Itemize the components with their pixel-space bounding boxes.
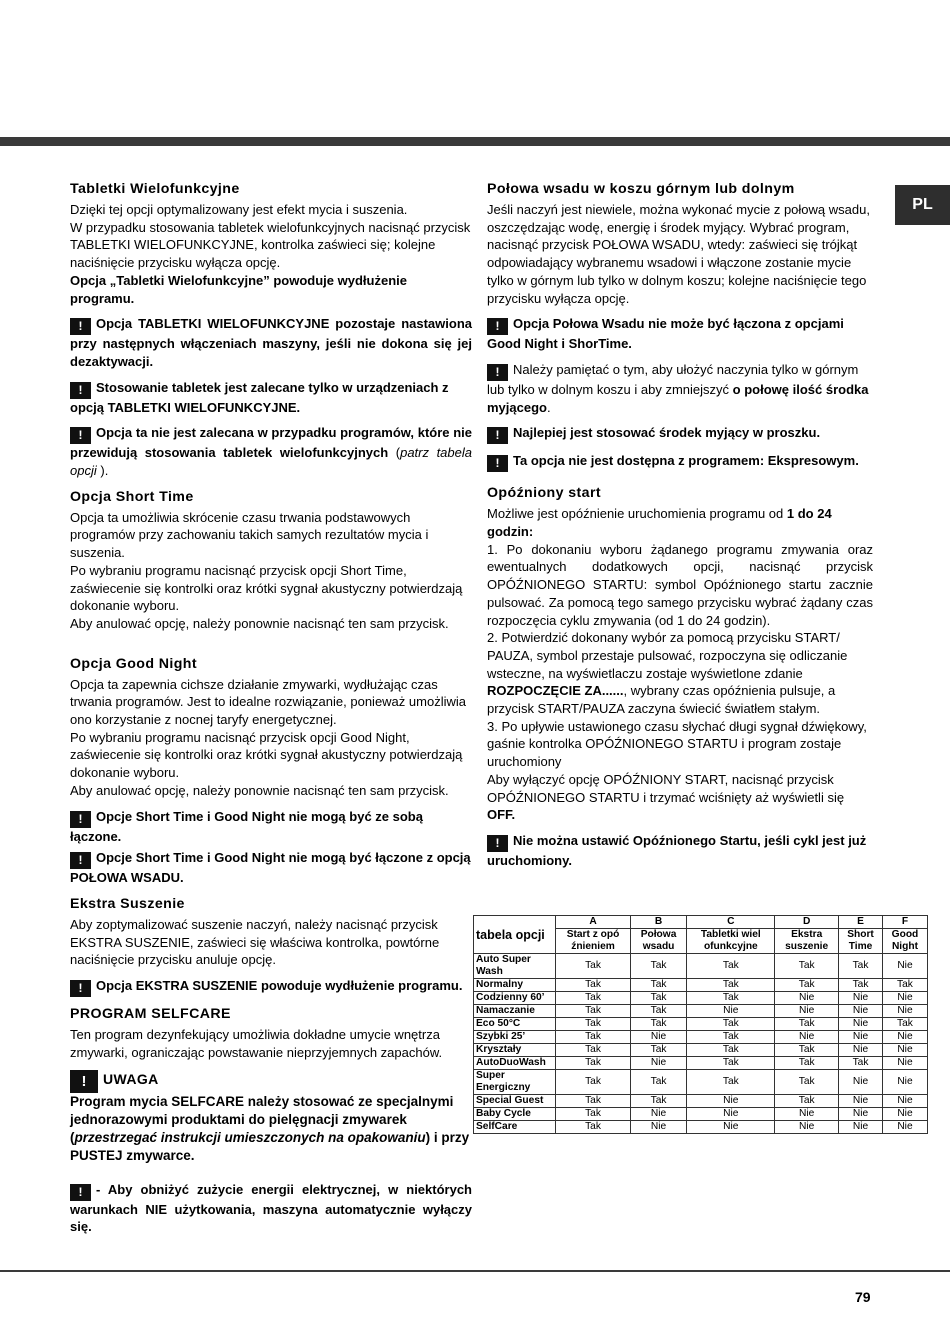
warning-icon: ! — [487, 364, 508, 381]
option-cell: Tak — [556, 992, 630, 1005]
option-cell: Nie — [839, 1031, 883, 1044]
option-cell: Nie — [882, 1108, 927, 1121]
warning-text: Ta opcja nie jest dostępna z programem: Ekspresowym. — [513, 453, 859, 469]
column-letter: E — [839, 916, 883, 929]
uwaga-text: Program mycia SELFCARE należy stosować ze specjalnymi jednorazowymi produktami do pielęgnacji zmywarek (przestrzegać instrukcji umieszczonych na opakowaniu) i przy PUSTEJ zmywarce. — [70, 1093, 470, 1163]
paragraph: Aby wyłączyć opcję OPÓŹNIONY START, nacisnąć przycisk OPÓŹNIONEGO STARTU i trzymać wciśnięty aż wyświetli się OFF. — [487, 771, 845, 823]
paragraph: Jeśli naczyń jest niewiele, można wykonać mycie z połową wsadu, oszczędzając wodę, energię i środek myjący. Wybrać program, nacisnąć przycisk POŁOWA WSADU, wtedy: zaświeci się trójkąt odpowiadający wybranemu wsadowi i włączone zostanie mycie tylko w górnym lub tylko w dolnym koszu; kolejne naciśnięcie tego przycisku wyłącza opcję. — [487, 202, 870, 306]
option-cell: Tak — [839, 954, 883, 979]
option-cell: Tak — [775, 1044, 839, 1057]
column-letter: C — [687, 916, 775, 929]
warning-note: ! Opcja ta nie jest zalecana w przypadku programów, które nie przewidują stosowania tabletek wielofunkcyjnych (patrz tabela opcji ). — [70, 425, 472, 479]
page-number: 79 — [855, 1289, 871, 1305]
option-cell: Nie — [630, 1121, 687, 1134]
warning-icon: ! — [70, 427, 91, 444]
program-name: Super Energiczny — [474, 1070, 556, 1095]
warning-note — [70, 379, 472, 417]
section-title-good-night: Opcja Good Night — [70, 655, 197, 672]
program-name: Codzienny 60’ — [474, 992, 556, 1005]
option-cell: Nie — [882, 1031, 927, 1044]
table-row — [474, 954, 928, 979]
option-cell: Tak — [882, 979, 927, 992]
option-cell: Nie — [882, 992, 927, 1005]
option-cell: Tak — [687, 979, 775, 992]
section-title-short-time: Opcja Short Time — [70, 488, 194, 505]
warning-icon: ! — [70, 318, 91, 335]
warning-text: Najlepiej jest stosować środek myjący w proszku. — [513, 425, 821, 441]
option-cell: Nie — [687, 1095, 775, 1108]
paragraph: Po wybraniu programu nacisnąć przycisk opcji Good Night, zaświecenie się kontrolki oraz krótki sygnał akustyczny potwierdzają dokonanie wyboru. — [70, 729, 463, 781]
section-title-polowa-wsadu: Połowa wsadu w koszu górnym lub dolnym — [487, 181, 795, 197]
paragraph: Aby anulować opcję, należy ponownie nacisnąć ten sam przycisk. — [70, 615, 449, 631]
option-cell: Nie — [882, 1095, 927, 1108]
warning-text: Opcja Połowa Wsadu nie może być łączona z opcjami Good Night i ShorTime. — [487, 316, 844, 352]
option-cell: Tak — [556, 979, 630, 992]
option-cell: Tak — [775, 1070, 839, 1095]
table-row — [474, 1031, 928, 1044]
table-row — [474, 1121, 928, 1134]
option-cell: Tak — [687, 1070, 775, 1095]
option-cell: Nie — [882, 1005, 927, 1018]
warning-icon: ! — [487, 835, 508, 852]
warning-note — [487, 452, 873, 472]
warning-note: ! Należy pamiętać o tym, aby ułożyć naczynia tylko w górnym lub tylko w dolnym koszu i aby zmniejszyć o połowę ilość środka myjącego. — [487, 361, 869, 415]
paragraph: Opcja ta zapewnia cichsze działanie zmywarki, wydłużając czas trwania programów. Jest to idealne rozwiązanie, ponieważ umożliwia ono korzystanie z nocnej taryfy energetycznej. — [70, 676, 466, 728]
option-cell: Tak — [556, 1005, 630, 1018]
option-cell: Tak — [630, 1070, 687, 1095]
option-cell: Tak — [556, 1031, 630, 1044]
column-letter: D — [775, 916, 839, 929]
warning-icon: ! — [70, 980, 91, 997]
option-cell: Tak — [775, 1057, 839, 1070]
program-name: Normalny — [474, 979, 556, 992]
column-header: Ekstra suszenie — [775, 929, 839, 954]
option-cell: Tak — [775, 1018, 839, 1031]
option-cell: Tak — [775, 954, 839, 979]
option-cell: Nie — [839, 1070, 883, 1095]
paragraph: Dzięki tej opcji optymalizowany jest efekt mycia i suszenia. — [70, 202, 408, 217]
program-name: Auto Super Wash — [474, 954, 556, 979]
option-cell: Nie — [882, 1070, 927, 1095]
column-header: Tabletki wiel ofunkcyjne — [687, 929, 775, 954]
program-name: Special Guest — [474, 1095, 556, 1108]
warning-icon: ! — [487, 427, 508, 444]
option-cell: Nie — [775, 1108, 839, 1121]
paragraph: Opcja „Tabletki Wielofunkcyjne” powoduje wydłużenie programu. — [70, 272, 407, 306]
warning-note — [487, 832, 873, 870]
paragraph: Opcja ta umożliwia skrócenie czasu trwania podstawowych programów przy zachowaniu takich samych rezultatów mycia i suszenia. — [70, 509, 429, 561]
table-title: tabela opcji — [474, 916, 556, 954]
paragraph: W przypadku stosowania tabletek wielofunkcyjnych nacisnąć przycisk TABLETKI WIELOFUNKCYJNE, kontrolka zaświeci się; kolejne naciśnięcie przycisku wyłącza opcję. — [70, 219, 471, 271]
table-body — [474, 954, 928, 1134]
option-cell: Nie — [775, 1121, 839, 1134]
warning-icon: ! — [487, 455, 508, 472]
option-cell: Tak — [556, 1057, 630, 1070]
option-cell: Nie — [839, 1044, 883, 1057]
option-cell: Nie — [630, 1031, 687, 1044]
option-cell: Tak — [687, 1057, 775, 1070]
option-cell: Tak — [556, 1070, 630, 1095]
option-cell: Nie — [687, 1121, 775, 1134]
option-cell: Tak — [556, 1044, 630, 1057]
table-row — [474, 1018, 928, 1031]
option-cell: Tak — [556, 954, 630, 979]
option-cell: Tak — [630, 979, 687, 992]
table-reference: patrz tabela opcji — [70, 445, 472, 479]
option-cell: Nie — [775, 992, 839, 1005]
paragraph: 1. Po dokonaniu wyboru żądanego programu zmywania oraz ewentualnych dodatkowych opcji, nacisnąć przycisk OPÓŹNIONEGO STARTU: symbol Opóźnionego startu zacznie pulsować. Za pomocą tego samego przycisku wybrać żądany czas rozpoczęcia cyklu zmywania (od 1 do 24 godzin). — [487, 541, 873, 628]
option-cell: Tak — [687, 1031, 775, 1044]
warning-icon: ! — [70, 811, 91, 828]
paragraph: 3. Po upływie ustawionego czasu słychać długi sygnał dźwiękowy, gaśnie kontrolka OPÓŹNIONEGO STARTU i program zostaje uruchomiony — [487, 718, 867, 770]
option-cell: Tak — [687, 1044, 775, 1057]
option-cell: Nie — [775, 1005, 839, 1018]
warning-text: - Aby obniżyć zużycie energii elektrycznej, w niektórych warunkach NIE użytkowania, maszyna automatycznie wyłączy się. — [70, 1181, 472, 1235]
option-cell: Tak — [630, 1005, 687, 1018]
option-cell: Tak — [630, 954, 687, 979]
uwaga-heading: ! UWAGA — [70, 1070, 472, 1093]
option-cell: Nie — [839, 1095, 883, 1108]
warning-icon: ! — [70, 1070, 98, 1093]
paragraph: Ten program dezynfekujący umożliwia dokładne umycie wnętrza zmywarki, ograniczając powstawanie nieprzyjemnych zapachów. — [70, 1027, 443, 1060]
paragraph: Aby zoptymalizować suszenie naczyń, należy nacisnąć przycisk EKSTRA SUSZENIE, zaświeci się właściwa kontrolka, powtórne naciśnięcie przycisku anuluje opcję. — [70, 916, 440, 968]
table-row — [474, 992, 928, 1005]
option-cell: Nie — [882, 1057, 927, 1070]
table-row — [474, 979, 928, 992]
column-letter: A — [556, 916, 630, 929]
option-cell: Tak — [775, 979, 839, 992]
table-row — [474, 1044, 928, 1057]
option-cell: Nie — [775, 1031, 839, 1044]
options-table — [473, 915, 928, 1134]
warning-icon: ! — [70, 1184, 91, 1201]
table-row — [474, 1070, 928, 1095]
option-cell: Nie — [839, 1005, 883, 1018]
option-cell: Tak — [630, 1018, 687, 1031]
option-cell: Tak — [839, 979, 883, 992]
warning-note — [70, 849, 472, 887]
option-cell: Nie — [882, 1121, 927, 1134]
warning-icon: ! — [70, 852, 91, 869]
paragraph: Po wybraniu programu nacisnąć przycisk opcji Short Time, zaświecenie się kontrolki oraz krótki sygnał akustyczny potwierdzają dokonanie wyboru. — [70, 562, 463, 614]
section-title-ekstra-suszenie: Ekstra Suszenie — [70, 895, 185, 912]
option-cell: Tak — [775, 1095, 839, 1108]
warning-note — [70, 315, 472, 370]
section-title-selfcare: PROGRAM SELFCARE — [70, 1006, 231, 1023]
right-column — [487, 180, 873, 870]
option-cell: Nie — [630, 1108, 687, 1121]
option-cell: Nie — [839, 1121, 883, 1134]
left-column — [70, 180, 472, 1236]
language-tab: PL — [895, 185, 950, 225]
program-name: Baby Cycle — [474, 1108, 556, 1121]
warning-text: Opcja ta nie jest zalecana w przypadku programów, które nie przewidują stosowania tabletek wielofunkcyjnych — [70, 425, 472, 461]
column-header: Good Night — [882, 929, 927, 954]
option-cell: Tak — [882, 1018, 927, 1031]
option-cell: Nie — [882, 1044, 927, 1057]
option-cell: Nie — [839, 1018, 883, 1031]
option-cell: Tak — [556, 1018, 630, 1031]
option-cell: Tak — [556, 1095, 630, 1108]
section-title-tabletki: Tabletki Wielofunkcyjne — [70, 181, 240, 197]
column-letter: F — [882, 916, 927, 929]
column-letter: B — [630, 916, 687, 929]
option-cell: Tak — [556, 1121, 630, 1134]
option-cell: Tak — [630, 992, 687, 1005]
paragraph: Możliwe jest opóźnienie uruchomienia programu od 1 do 24 godzin: — [487, 506, 832, 540]
program-name: AutoDuoWash — [474, 1057, 556, 1070]
option-cell: Tak — [630, 1044, 687, 1057]
column-header: Short Time — [839, 929, 883, 954]
table-row — [474, 1095, 928, 1108]
warning-text: Opcje Short Time i Good Night nie mogą być ze sobą łączone. — [70, 808, 423, 844]
option-cell: Tak — [687, 954, 775, 979]
warning-icon: ! — [70, 382, 91, 399]
warning-text: Opcja TABLETKI WIELOFUNKCYJNE pozostaje nastawiona przy następnych włączeniach maszyny, jeśli nie dokona się jej dezaktywacji. — [70, 316, 472, 369]
warning-note — [70, 977, 472, 997]
section-title-opozniony-start: Opóźniony start — [487, 485, 601, 502]
warning-text: Nie można ustawić Opóźnionego Startu, jeśli cykl jest już uruchomiony. — [487, 832, 867, 868]
table-row — [474, 1108, 928, 1121]
bottom-rule — [0, 1270, 950, 1272]
option-cell: Nie — [687, 1005, 775, 1018]
program-name: Szybki 25’ — [474, 1031, 556, 1044]
warning-text: Opcja EKSTRA SUSZENIE powoduje wydłużenie programu. — [96, 978, 463, 994]
option-cell: Nie — [839, 992, 883, 1005]
option-cell: Nie — [839, 1108, 883, 1121]
option-cell: Tak — [687, 1018, 775, 1031]
option-cell: Nie — [882, 954, 927, 979]
option-cell: Nie — [687, 1108, 775, 1121]
table-row — [474, 1005, 928, 1018]
warning-text: Stosowanie tabletek jest zalecane tylko w urządzeniach z opcją TABLETKI WIELOFUNKCYJNE. — [70, 379, 449, 415]
program-name: Namaczanie — [474, 1005, 556, 1018]
option-cell: Nie — [630, 1057, 687, 1070]
program-name: Eco 50°C — [474, 1018, 556, 1031]
option-cell: Tak — [687, 992, 775, 1005]
option-cell: Tak — [839, 1057, 883, 1070]
warning-icon: ! — [487, 318, 508, 335]
column-header: Połowa wsadu — [630, 929, 687, 954]
table-row — [474, 1057, 928, 1070]
warning-note — [70, 808, 472, 846]
top-bar — [0, 137, 950, 146]
table-letter-row — [474, 916, 928, 929]
program-name: SelfCare — [474, 1121, 556, 1134]
option-cell: Tak — [556, 1108, 630, 1121]
paragraph: Aby anulować opcję, należy ponownie nacisnąć ten sam przycisk. — [70, 782, 449, 798]
paragraph: 2. Potwierdzić dokonany wybór za pomocą przycisku START/ PAUZA, symbol przestaje pulsować, rozpoczyna się odliczanie wsteczne, na wyświetlaczu zostaje wyświetlone zdanie ROZPOCZĘCIE ZA......, wybrany czas opóźnienia pulsuje, a przycisk START/PAUZA zaczyna świecić światłem stałym. — [487, 630, 848, 717]
program-name: Kryształy — [474, 1044, 556, 1057]
warning-note — [487, 424, 873, 444]
option-cell: Tak — [630, 1095, 687, 1108]
warning-text: Opcje Short Time i Good Night nie mogą być łączone z opcją POŁOWA WSADU. — [70, 850, 471, 886]
column-header: Start z opó źnieniem — [556, 929, 630, 954]
warning-note — [70, 1181, 472, 1236]
warning-note — [487, 315, 873, 353]
